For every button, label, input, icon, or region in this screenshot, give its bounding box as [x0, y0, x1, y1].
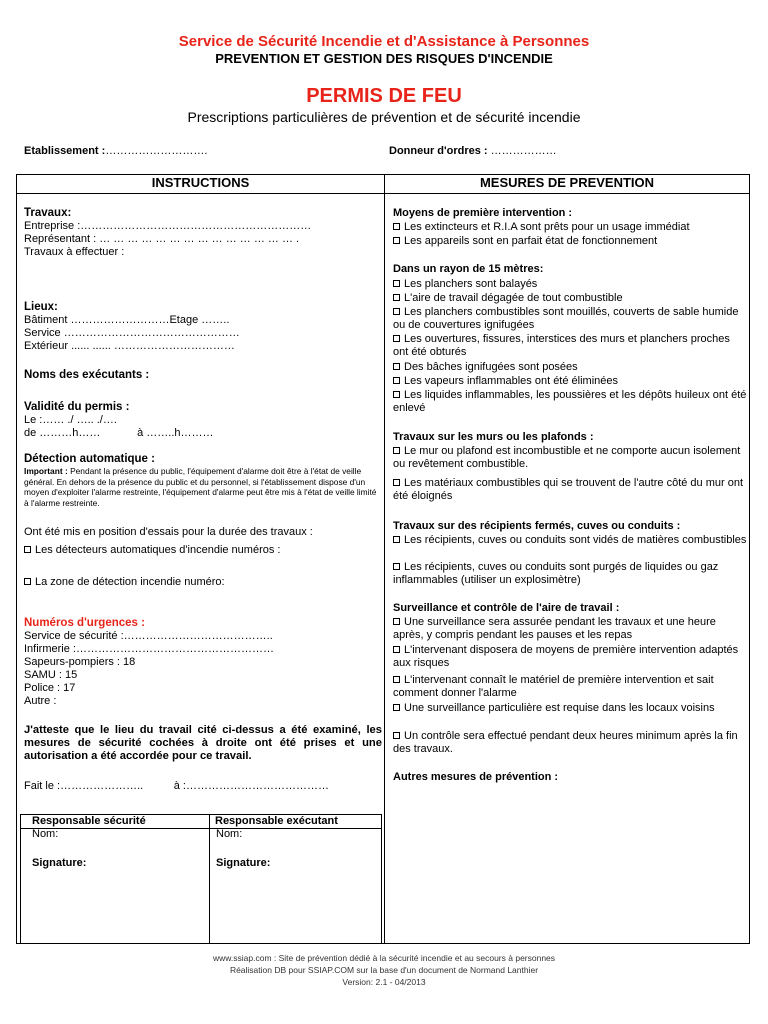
- s3-item-0[interactable]: [393, 445, 748, 471]
- entreprise-field[interactable]: Entreprise :………………………………………………………: [24, 220, 312, 232]
- samu-number: SAMU : 15: [24, 669, 78, 681]
- infirmerie-field[interactable]: Infirmerie :………………………………………………: [24, 643, 274, 655]
- checkbox[interactable]: [393, 377, 400, 384]
- representant-field[interactable]: Représentant : … … … … … … … … … … … … … … .: [24, 233, 300, 245]
- lieux-section: [24, 301, 380, 353]
- s5-item-2[interactable]: [393, 674, 748, 700]
- item-label: Les planchers sont balayés: [404, 278, 538, 290]
- zone-label: La zone de détection incendie numéro:: [35, 576, 225, 588]
- service-securite-field[interactable]: Service de sécurité :…………………………………..: [24, 630, 273, 642]
- item-label: L'aire de travail dégagée de tout combustible: [404, 292, 623, 304]
- detecteurs-label: Les détecteurs automatiques d'incendie numéros :: [35, 544, 281, 556]
- footer-line-2: Réalisation DB pour SSIAP.COM sur la base d'un document de Normand Lanthier: [229, 965, 539, 975]
- checkbox[interactable]: [393, 447, 400, 454]
- batiment-field[interactable]: Bâtiment ………………………Etage ……..: [24, 314, 230, 326]
- s6-title: Autres mesures de prévention :: [393, 771, 559, 783]
- attestation-text: J'atteste que le lieu du travail cité ci-dessus a été examiné, les mesures de sécurité cochées à droite ont été prises et une autorisation a été accordée pour ce travail.: [24, 724, 382, 762]
- item-label: Les appareils sont en parfait état de fonctionnement: [404, 235, 658, 247]
- s3-item-1[interactable]: [393, 477, 748, 503]
- important-label: Important :: [24, 466, 71, 476]
- zone-option[interactable]: [24, 576, 382, 589]
- donneur-value: ………………: [487, 145, 557, 157]
- item-label: Les récipients, cuves ou conduits sont vidés de matières combustibles: [404, 534, 747, 546]
- mesures-heading: MESURES DE PREVENTION: [479, 175, 655, 190]
- resp-securite-heading: Responsable sécurité: [32, 815, 146, 827]
- detection-section: [24, 453, 382, 508]
- pompiers-number: Sapeurs-pompiers : 18: [24, 656, 136, 668]
- item-label: Le mur ou plafond est incombustible et ne comporte aucun isolement ou revêtement combustible.: [393, 445, 741, 470]
- service-field[interactable]: Service …………………………………………: [24, 327, 240, 339]
- s2-item-3[interactable]: [393, 333, 748, 359]
- validite-date-field[interactable]: Le :…… ./ ….. ./….: [24, 414, 117, 426]
- item-label: Les planchers combustibles sont mouillés, couverts de sable humide ou de couvertures ignifugées: [393, 306, 739, 331]
- etablissement-field[interactable]: [24, 145, 207, 157]
- checkbox[interactable]: [393, 237, 400, 244]
- column-divider: [384, 174, 385, 944]
- checkbox[interactable]: [393, 536, 400, 543]
- travaux-effectuer-field[interactable]: Travaux à effectuer :: [24, 246, 125, 258]
- essais-text: Ont été mis en position d'essais pour la durée des travaux :: [24, 526, 313, 538]
- item-label: Les extincteurs et R.I.A sont prêts pour un usage immédiat: [404, 221, 690, 233]
- travaux-section: [24, 207, 380, 259]
- header-divider: [16, 193, 750, 194]
- checkbox[interactable]: [393, 479, 400, 486]
- checkbox[interactable]: [393, 732, 400, 739]
- s2-item-5[interactable]: [393, 375, 748, 388]
- checkbox[interactable]: [393, 704, 400, 711]
- page-description: Prescriptions particulières de prévention et de sécurité incendie: [187, 109, 581, 125]
- executant-nom-field[interactable]: Nom:: [216, 828, 243, 840]
- s3-title: Travaux sur les murs ou les plafonds :: [393, 431, 594, 443]
- form-subtitle: PREVENTION ET GESTION DES RISQUES D'INCENDIE: [215, 51, 553, 66]
- s2-item-6[interactable]: [393, 389, 748, 415]
- item-label: Une surveillance particulière est requise dans les locaux voisins: [404, 702, 715, 714]
- s4-item-0[interactable]: [393, 534, 748, 547]
- item-label: Les matériaux combustibles qui se trouvent de l'autre côté du mur ont été éloignés: [393, 477, 744, 502]
- item-label: L'intervenant disposera de moyens de première intervention adaptés aux risques: [393, 644, 739, 669]
- s2-item-4[interactable]: [393, 361, 748, 374]
- fait-le-field[interactable]: Fait le :………………….. à :…………………………………: [24, 780, 329, 792]
- important-text: Pendant la présence du public, l'équipement d'alarme doit être à l'état de veille général. En dehors de la présence du public et du personnel, si l'établissement dispose d'un moyen d'exploiter l'alarme restreinte, l'équipement d'alarme peut être mis à l'état de veille limité à l'alarme restreinte.: [24, 466, 377, 508]
- s5-title: Surveillance et contrôle de l'aire de travail :: [393, 602, 620, 614]
- item-label: Des bâches ignifugées sont posées: [404, 361, 578, 373]
- s5-item-0[interactable]: [393, 616, 748, 642]
- zone-checkbox[interactable]: [24, 578, 31, 585]
- validite-title: Validité du permis :: [24, 401, 130, 413]
- s5-item-3[interactable]: [393, 702, 748, 715]
- validite-section: [24, 401, 380, 440]
- s2-title: Dans un rayon de 15 mètres:: [393, 263, 544, 275]
- police-number: Police : 17: [24, 682, 76, 694]
- s1-title: Moyens de première intervention :: [393, 207, 573, 219]
- detecteurs-checkbox[interactable]: [24, 546, 31, 553]
- donneur-label: Donneur d'ordres :: [389, 145, 488, 157]
- s2-item-0[interactable]: [393, 278, 748, 291]
- donneur-field[interactable]: [389, 145, 557, 157]
- instructions-heading: INSTRUCTIONS: [151, 175, 250, 190]
- urgences-section: [24, 617, 380, 708]
- s5-item-4[interactable]: [393, 730, 748, 756]
- checkbox[interactable]: [393, 280, 400, 287]
- item-label: Une surveillance sera assurée pendant les travaux et une heure après, y compris pendant les pauses et les repas: [393, 616, 716, 641]
- detecteurs-option[interactable]: [24, 544, 382, 557]
- checkbox[interactable]: [393, 563, 400, 570]
- etablissement-label: Etablissement :: [24, 145, 106, 157]
- service-title: Service de Sécurité Incendie et d'Assistance à Personnes: [178, 33, 590, 50]
- page-title: PERMIS DE FEU: [306, 85, 462, 107]
- securite-nom-field[interactable]: Nom:: [32, 828, 59, 840]
- s5-item-1[interactable]: [393, 644, 748, 670]
- item-label: Un contrôle sera effectué pendant deux heures minimum après la fin des travaux.: [393, 730, 738, 755]
- resp-executant-heading: Responsable exécutant: [215, 815, 338, 827]
- securite-signature-field[interactable]: Signature:: [32, 857, 87, 869]
- lieux-title: Lieux:: [24, 301, 58, 313]
- travaux-title: Travaux:: [24, 207, 72, 219]
- item-label: Les ouvertures, fissures, interstices des murs et planchers proches ont été obturés: [393, 333, 730, 358]
- s2-item-2[interactable]: [393, 306, 748, 332]
- checkbox[interactable]: [393, 646, 400, 653]
- checkbox[interactable]: [393, 618, 400, 625]
- detection-title: Détection automatique :: [24, 453, 155, 465]
- item-label: Les liquides inflammables, les poussières et les dépôts huileux ont été enlevé: [393, 389, 747, 414]
- validite-hours-field[interactable]: de ………h…… à ……..h………: [24, 427, 214, 439]
- footer-line-3: Version: 2.1 - 04/2013: [342, 977, 426, 987]
- checkbox[interactable]: [393, 391, 400, 398]
- s4-item-1[interactable]: [393, 561, 748, 587]
- item-label: L'intervenant connaît le matériel de première intervention et sait comment donner l'alarme: [393, 674, 714, 699]
- etablissement-value: ……………………….: [105, 145, 208, 157]
- s1-item-0[interactable]: [393, 221, 748, 234]
- s2-item-1[interactable]: [393, 292, 748, 305]
- important-note: [24, 466, 382, 508]
- executants-label[interactable]: Noms des exécutants :: [24, 369, 150, 381]
- checkbox[interactable]: [393, 335, 400, 342]
- s1-item-1[interactable]: [393, 235, 748, 248]
- s4-title: Travaux sur des récipients fermés, cuves ou conduits :: [393, 520, 681, 532]
- urgences-title: Numéros d'urgences :: [24, 617, 145, 629]
- signature-header-line: [20, 828, 382, 829]
- checkbox[interactable]: [393, 294, 400, 301]
- item-label: Les récipients, cuves ou conduits sont purgés de liquides ou gaz inflammables (utiliser un explosimètre): [393, 561, 719, 586]
- checkbox[interactable]: [393, 308, 400, 315]
- item-label: Les vapeurs inflammables ont été éliminées: [404, 375, 619, 387]
- executant-signature-field[interactable]: Signature:: [216, 857, 271, 869]
- signature-divider: [209, 814, 210, 944]
- checkbox[interactable]: [393, 223, 400, 230]
- autre-field[interactable]: Autre :: [24, 695, 57, 707]
- footer-line-1: www.ssiap.com : Site de prévention dédié à la sécurité incendie et au secours à personnes: [212, 953, 556, 963]
- checkbox[interactable]: [393, 363, 400, 370]
- signature-table: [20, 814, 382, 944]
- checkbox[interactable]: [393, 676, 400, 683]
- exterieur-field[interactable]: Extérieur ...... ...... ……………………………: [24, 340, 235, 352]
